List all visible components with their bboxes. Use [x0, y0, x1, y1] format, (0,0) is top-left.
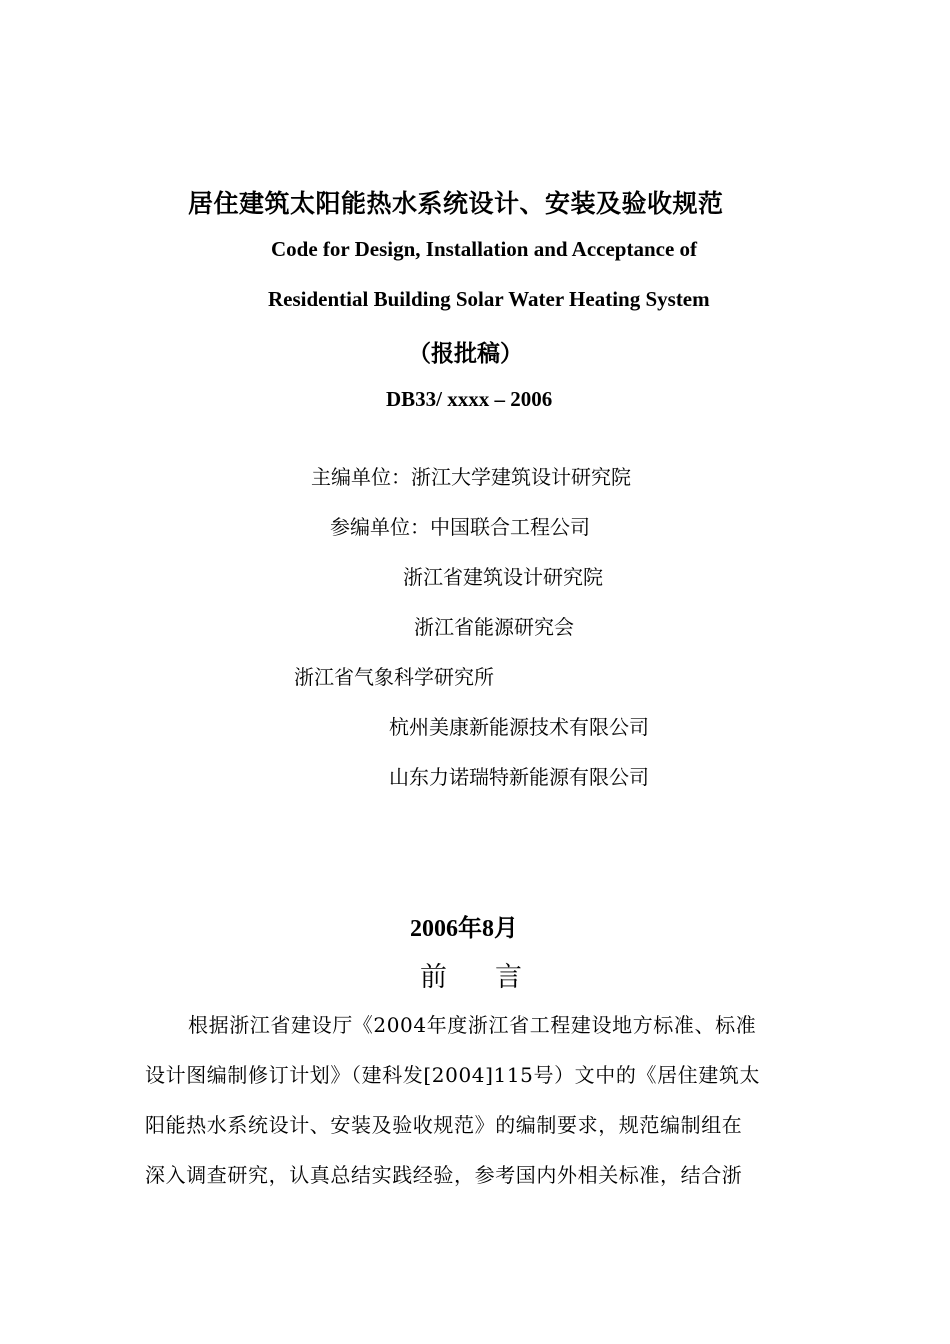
preface-heading: [420, 955, 522, 994]
document-title-chinese: 居住建筑太阳能热水系统设计、安装及验收规范: [188, 189, 724, 218]
participating-unit-4: 浙江省气象科学研究所: [294, 665, 494, 689]
preface-line-2: 设计图编制修订计划》（建科发[2004]115号）文中的《居住建筑太: [145, 1063, 761, 1087]
participating-unit-6: 山东力诺瑞特新能源有限公司: [389, 765, 649, 789]
participating-unit-2: 浙江省建筑设计研究院: [403, 565, 603, 589]
participating-unit-3: 浙江省能源研究会: [414, 615, 574, 639]
preface-line-4: 深入调查研究，认真总结实践经验，参考国内外相关标准，结合浙: [145, 1163, 743, 1187]
publication-date: 2006年8月: [410, 916, 518, 942]
participating-unit-5: 杭州美康新能源技术有限公司: [389, 715, 649, 739]
participating-unit-1: 参编单位：中国联合工程公司: [330, 515, 590, 539]
document-title-english-line-1: Code for Design, Installation and Acceptance of: [271, 237, 698, 261]
draft-status-label: （报批稿）: [408, 341, 523, 367]
standard-code: DB33/ xxxx – 2006: [386, 387, 553, 411]
preface-line-3: 阳能热水系统设计、安装及验收规范》的编制要求，规范编制组在: [145, 1113, 743, 1137]
preface-heading-char-1: 前: [420, 962, 447, 993]
preface-line-1: 根据浙江省建设厅《2004年度浙江省工程建设地方标准、标准: [188, 1013, 757, 1037]
document-title-english-line-2: Residential Building Solar Water Heating System: [268, 287, 710, 311]
chief-editor-unit: 主编单位：浙江大学建筑设计研究院: [311, 465, 631, 489]
preface-heading-char-2: 言: [495, 962, 522, 993]
